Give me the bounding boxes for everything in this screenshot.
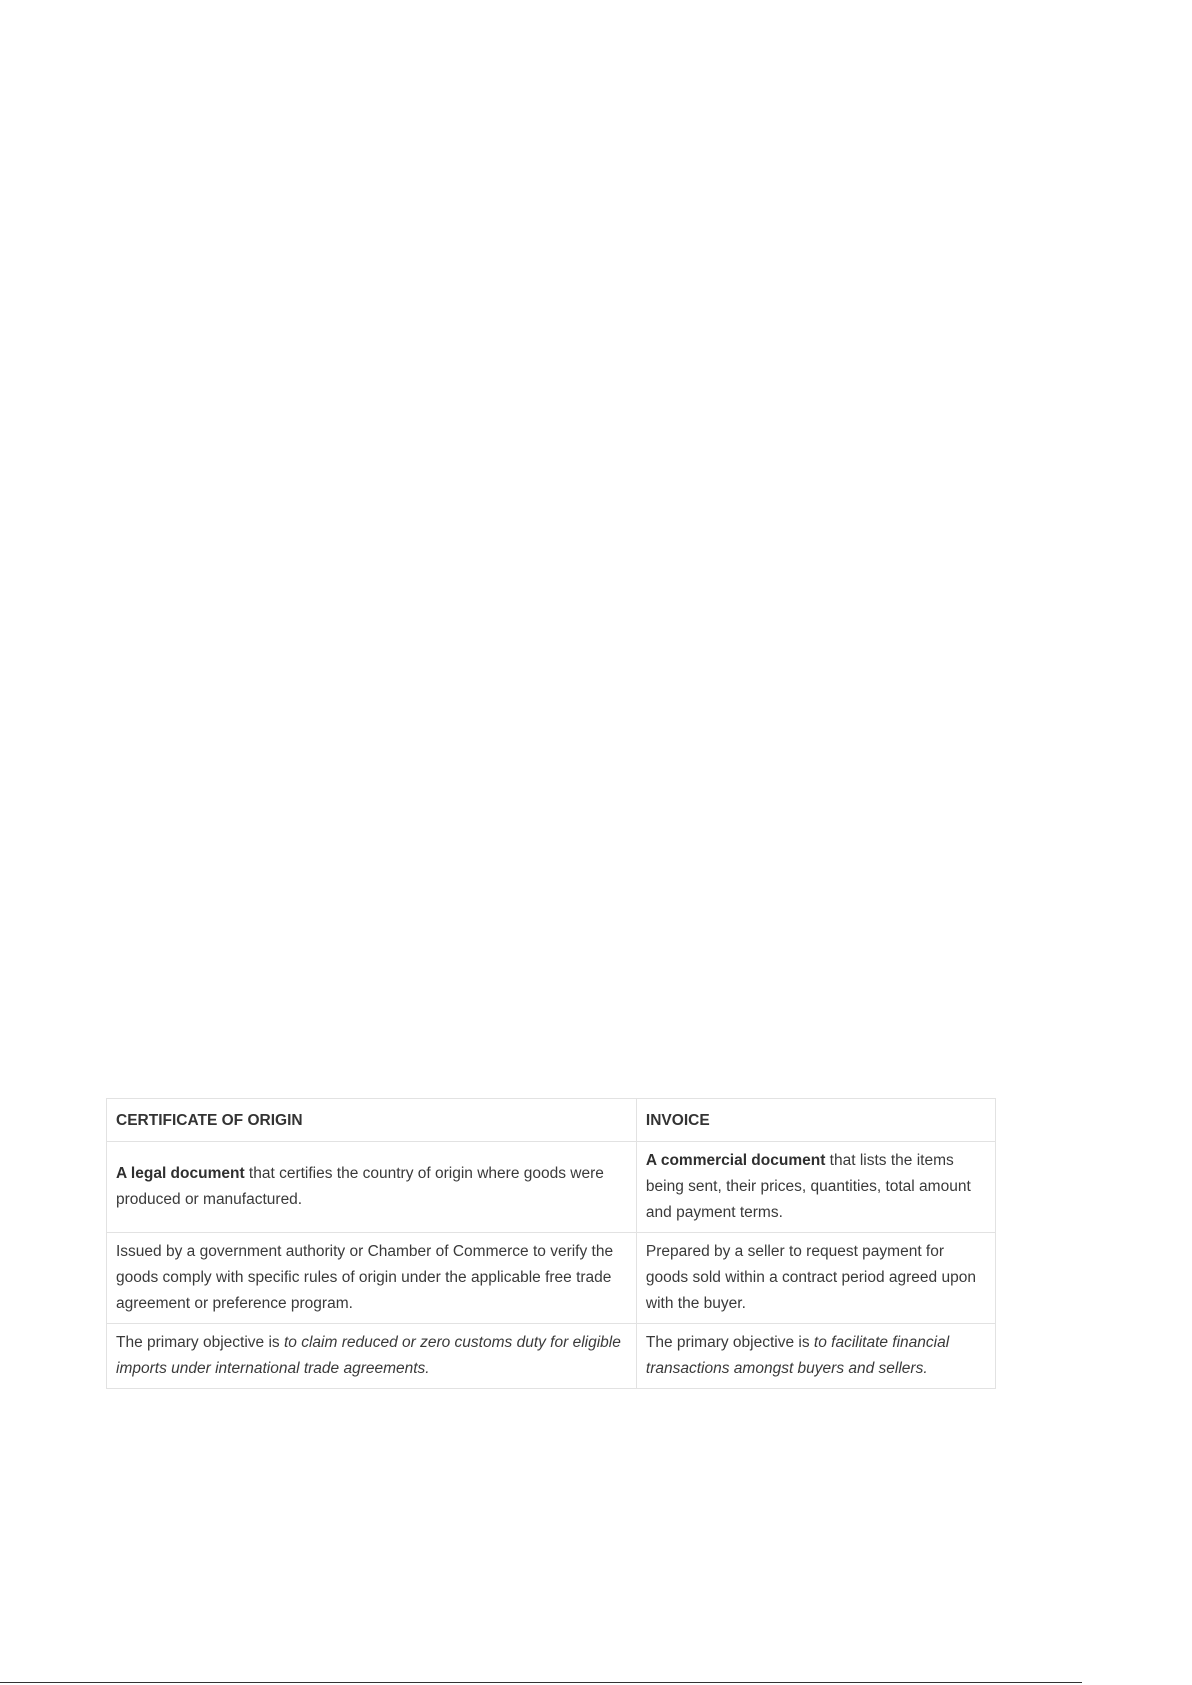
bold-text: A commercial document — [645, 1152, 826, 1169]
header-certificate-of-origin: CERTIFICATE OF ORIGIN — [107, 1099, 637, 1142]
page-bottom-rule — [0, 1682, 1082, 1683]
italic-text: to facilitate financial transactions amongst buyers and sellers. — [645, 1334, 950, 1377]
table-cell — [107, 1142, 637, 1233]
table-header-row — [107, 1099, 996, 1142]
cell-text: The primary objective is — [116, 1334, 284, 1351]
bold-text: A legal document — [116, 1165, 245, 1182]
table-row — [107, 1324, 996, 1389]
table-cell: Issued by a government authority or Chamber of Commerce to verify the goods comply with specific rules of origin under the applicable free trade agreement or preference program. — [107, 1233, 637, 1324]
comparison-table — [106, 1098, 996, 1389]
table-cell — [107, 1324, 637, 1389]
cell-text: The primary objective is — [645, 1334, 814, 1351]
table-cell — [636, 1142, 995, 1233]
table-row — [107, 1233, 996, 1324]
italic-text: to claim reduced or zero customs duty for eligible imports under international trade agreements. — [116, 1334, 621, 1377]
header-invoice: INVOICE — [636, 1099, 995, 1142]
table-cell — [636, 1324, 995, 1389]
table-cell: Prepared by a seller to request payment for goods sold within a contract period agreed upon with the buyer. — [636, 1233, 995, 1324]
table-row — [107, 1142, 996, 1233]
cell-text: that lists the items being sent, their prices, quantities, total amount and payment terms. — [645, 1152, 971, 1221]
cell-text: that certifies the country of origin where goods were produced or manufactured. — [116, 1165, 604, 1208]
